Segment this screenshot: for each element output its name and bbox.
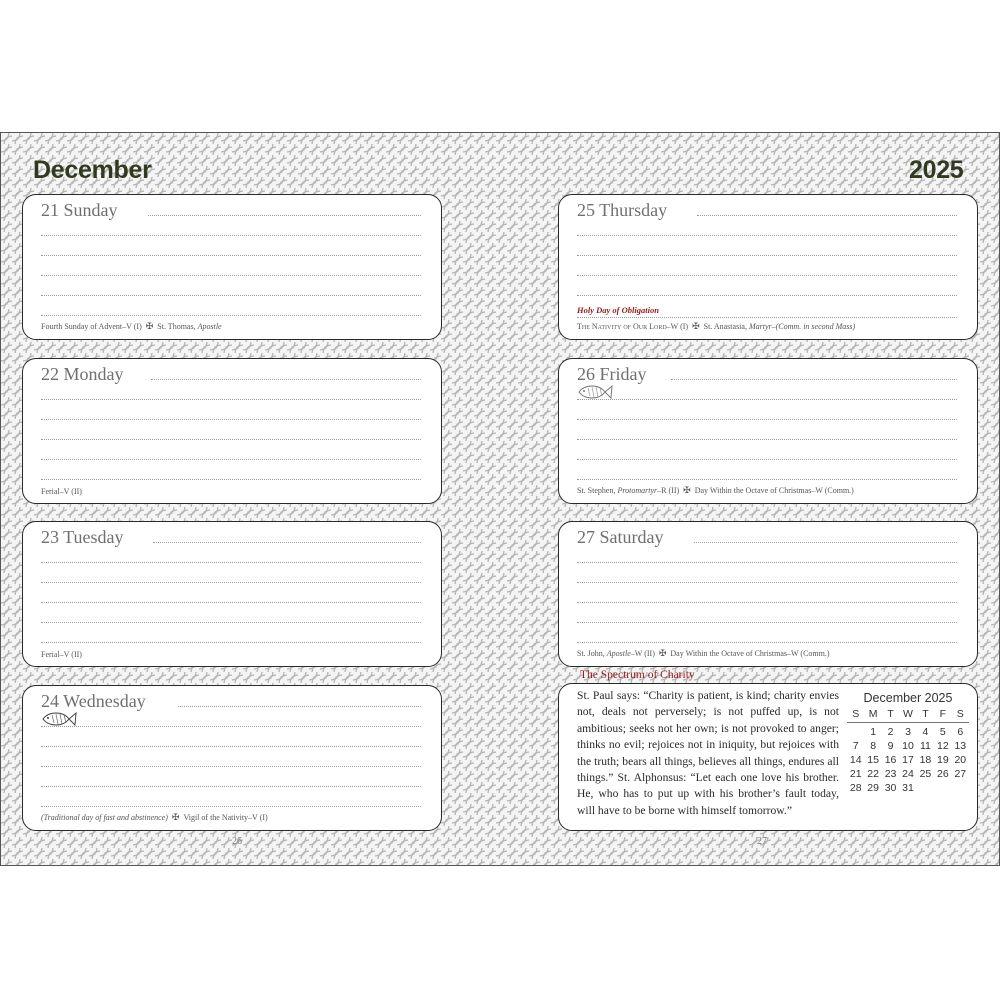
calendar-day: 31	[902, 782, 914, 794]
calendar-day: 7	[852, 740, 859, 752]
writing-line	[577, 295, 957, 296]
calendar-day	[917, 782, 934, 794]
writing-line	[577, 317, 957, 318]
writing-line	[41, 399, 421, 400]
writing-line	[41, 622, 421, 623]
year-heading: 2025	[909, 156, 964, 184]
calendar-day: 14	[849, 754, 862, 766]
calendar-day: 22	[867, 768, 879, 780]
weekday-label: M	[868, 708, 878, 720]
calendar-day: 11	[919, 740, 931, 752]
writing-line	[577, 562, 957, 563]
calendar-day	[934, 782, 951, 794]
mini-calendar	[847, 691, 969, 794]
cross-icon: ✠	[658, 648, 667, 658]
title-writing-line	[178, 706, 421, 707]
day-title: 26 Friday	[577, 364, 647, 384]
day-box-25-thursday[interactable]	[558, 194, 978, 340]
writing-line	[41, 419, 421, 420]
writing-line	[41, 439, 421, 440]
calendar-day: 9	[887, 740, 894, 752]
calendar-day	[952, 782, 969, 794]
title-writing-line	[671, 379, 957, 380]
calendar-day: 16	[884, 754, 897, 766]
writing-line	[41, 479, 421, 480]
title-writing-line	[697, 215, 957, 216]
writing-line	[41, 459, 421, 460]
page-number-right: 27	[757, 836, 767, 847]
mini-calendar-days	[847, 726, 969, 794]
feast-line: St. John, Apostle–W (II) ✠ Day Within the Octave of Christmas–W (Comm.)	[577, 648, 830, 658]
calendar-day: 28	[849, 782, 862, 794]
calendar-day: 27	[954, 768, 967, 780]
writing-line	[41, 726, 421, 727]
feast-line: Ferial–V (II)	[41, 487, 82, 496]
writing-line	[577, 642, 957, 643]
writing-line	[41, 295, 421, 296]
writing-line	[577, 602, 957, 603]
calendar-day: 19	[937, 754, 949, 766]
day-title: 21 Sunday	[41, 200, 118, 220]
day-box-22-monday[interactable]	[22, 358, 442, 504]
writing-line	[41, 806, 421, 807]
writing-line	[577, 419, 957, 420]
writing-line	[577, 479, 957, 480]
calendar-day: 26	[937, 768, 949, 780]
day-box-23-tuesday[interactable]	[22, 521, 442, 667]
cross-icon: ✠	[171, 812, 180, 822]
day-title: 22 Monday	[41, 364, 124, 384]
calendar-day: 25	[919, 768, 932, 780]
page-number-left: 26	[232, 836, 242, 847]
weekday-label: T	[922, 708, 929, 720]
weekday-label: T	[887, 708, 894, 720]
writing-line	[41, 235, 421, 236]
calendar-day: 6	[957, 726, 964, 738]
calendar-day: 13	[954, 740, 967, 752]
calendar-day: 12	[937, 740, 949, 752]
reflection-text: St. Paul says: “Charity is patient, is kind; charity envies not, deals not perversely; is not puffed up, is not ambitious; seeks not her own; is not provoked to anger; thinks no evil; rejoices not in iniquity, but rejoices with the truth; bears all things, believes all things, endures all things.” St. Alphonsus: “Let each one love his brother. He, who has to put up with his brother’s fault today, will have to be borne with himself tomorrow.”	[577, 689, 839, 817]
feast-line: Ferial–V (II)	[41, 650, 82, 659]
calendar-day: 3	[905, 726, 911, 738]
holy-day-label: Holy Day of Obligation	[577, 305, 659, 315]
calendar-day: 17	[902, 754, 914, 766]
reflection-box	[558, 683, 978, 831]
day-title: 24 Wednesday	[41, 691, 146, 711]
mini-calendar-weekdays	[847, 708, 969, 723]
day-box-24-wednesday[interactable]	[22, 685, 442, 831]
weekday-label: S	[956, 708, 964, 720]
feast-line: St. Stephen, Protomartyr–R (II) ✠ Day Within the Octave of Christmas–W (Comm.)	[577, 485, 854, 495]
writing-line	[577, 439, 957, 440]
calendar-day: 4	[922, 726, 929, 738]
day-box-21-sunday[interactable]	[22, 194, 442, 340]
writing-line	[577, 235, 957, 236]
calendar-day: 29	[867, 782, 879, 794]
calendar-day: 21	[849, 768, 862, 780]
weekday-label: S	[852, 708, 860, 720]
writing-line	[41, 746, 421, 747]
writing-line	[41, 602, 421, 603]
writing-line	[41, 642, 421, 643]
calendar-day: 20	[954, 754, 967, 766]
day-title: 25 Thursday	[577, 200, 668, 220]
calendar-day: 1	[870, 726, 877, 738]
feast-line: (Traditional day of fast and abstinence) ✠ Vigil of the Nativity–V (I)	[41, 812, 268, 822]
day-box-27-saturday[interactable]	[558, 521, 978, 667]
calendar-day: 15	[867, 754, 879, 766]
writing-line	[41, 255, 421, 256]
feast-line: Fourth Sunday of Advent–V (I) ✠ St. Thomas, Apostle	[41, 321, 222, 331]
day-title: 23 Tuesday	[41, 527, 124, 547]
feast-line: The Nativity of Our Lord–W (I) ✠ St. Anastasia, Martyr–(Comm. in second Mass)	[577, 321, 856, 331]
weekday-label: F	[939, 708, 947, 720]
mini-calendar-title: December 2025	[863, 691, 953, 705]
writing-line	[577, 459, 957, 460]
calendar-day: 2	[887, 726, 894, 738]
calendar-day: 30	[884, 782, 897, 794]
writing-line	[577, 275, 957, 276]
title-writing-line	[694, 542, 957, 543]
day-title: 27 Saturday	[577, 527, 664, 547]
writing-line	[577, 399, 957, 400]
calendar-day: 23	[884, 768, 897, 780]
writing-line	[41, 582, 421, 583]
cross-icon: ✠	[145, 321, 154, 331]
weekday-label: W	[903, 708, 913, 720]
writing-line	[577, 255, 957, 256]
title-writing-line	[151, 379, 421, 380]
calendar-day: 5	[939, 726, 946, 738]
title-writing-line	[153, 542, 421, 543]
writing-line	[41, 315, 421, 316]
calendar-day: 18	[919, 754, 932, 766]
writing-line	[577, 622, 957, 623]
calendar-day: 24	[902, 768, 914, 780]
cross-icon: ✠	[692, 321, 700, 331]
writing-line	[41, 275, 421, 276]
title-writing-line	[148, 215, 421, 216]
day-box-26-friday[interactable]	[558, 358, 978, 504]
cross-icon: ✠	[683, 485, 691, 495]
writing-line	[577, 582, 957, 583]
writing-line	[41, 766, 421, 767]
calendar-day: 10	[902, 740, 914, 752]
month-heading: December	[33, 156, 152, 184]
writing-line	[41, 562, 421, 563]
calendar-day: 8	[870, 740, 877, 752]
spectrum-title: The Spectrum of Charity	[580, 669, 695, 681]
writing-line	[41, 786, 421, 787]
calendar-day	[847, 726, 864, 738]
